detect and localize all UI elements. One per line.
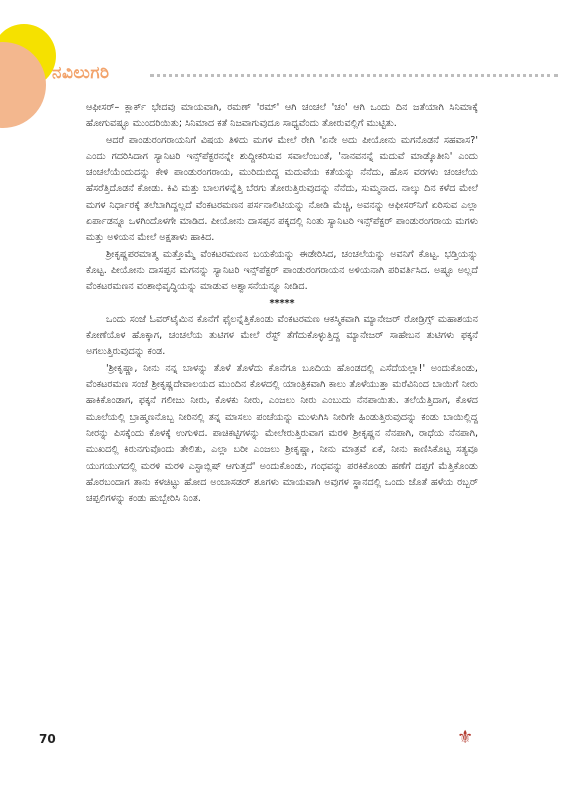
magazine-title: ನವಿಲುಗರಿ — [52, 63, 110, 83]
page-number: 70 — [39, 732, 56, 746]
paragraph: ಒಂದು ಸಂಜೆ ಓವರ್‌ಟೈಮಿನ ಕೊನೆಗೆ ಫೈಲನ್ನೆತ್ತಿಕೊಂಡು ವೆಂಕಟರಮಣ ಆಕಸ್ಮಿಕವಾಗಿ ಮ್ಯಾನೇಜರ್ ರೋಡ್ರಿಗ್ಸ್ ಮಹಾಶಯನ ಕೋಣೆಯೊಳ ಹೊಕ್ಕಾಗ, ಚಂಚಲೆಯ ತುಟಿಗಳ ಮೇಲೆ ರೆಸ್ಟ್ ತೆಗೆದುಕೊಳ್ಳುತ್ತಿದ್ದ ಮ್ಯಾನೇಜರ್ ಸಾಹೇಬನ ತುಟಿಗಳು ಫಕ್ಕನೆ ಅಗಲುತ್ತಿರುವುದನ್ನು ಕಂಡ. — [86, 313, 478, 358]
article-body — [86, 100, 478, 507]
fleur-de-lis-icon: ⚜ — [457, 727, 474, 748]
paragraph: ಆಫೀಸರ್– ಕ್ಲಾರ್ಕ್ ಭೇದವು ಮಾಯವಾಗಿ, ರಮಣ್ 'ರಮ್' ಆಗಿ ಚಂಚಲೆ 'ಚಂ' ಆಗಿ ಒಂದು ದಿನ ಜತೆಯಾಗಿ ಸಿನಿಮಾಕ್ಕೆ ಹೋಗುವಷ್ಟೂ ಮುಂದರಿಯಿತು; ಸಿನಿಮಾದ ಕತೆ ನಿಜವಾಗುವುದೂ ಸಾಧ್ಯವೆಂದು ತೋರುವಲ್ಲಿಗೆ ಮುಟ್ಟಿತು. — [86, 102, 478, 130]
section-separator: ***** — [269, 297, 295, 309]
header-dotted-rule — [150, 74, 558, 77]
paragraph: 'ಶ್ರೀಕೃಷ್ಣಾ, ನೀನು ನನ್ನ ಬಾಳನ್ನು ತೊಳೆ ತೊಳೆದು ಕೊನೆಗೂ ಬೂದಿಯ ಹೊಂಡದಲ್ಲಿ ಎಸೆದೆಯಲ್ಲಾ!' ಅಂದುಕೊಂಡು, ವೆಂಕಟರಮಣ ಸಂಜೆ ಶ್ರೀಕೃಷ್ಣದೇವಾಲಯದ ಮುಂದಿನ ಕೊಳದಲ್ಲಿ ಯಾಂತ್ರಿಕವಾಗಿ ಕಾಲು ತೊಳೆಯುತ್ತಾ ಮರೆವಿನಿಂದ ಬಾಯಿಗೆ ನೀರು ಹಾಕಿಕೊಂಡಾಗ, ಫಕ್ಕನೆ ಗಲೀಜು ನೀರು, ಕೊಳಕು ನೀರು, ಎಂಜಲು ನೀರು ಎಂಬುದು ನೆನಪಾಯಿತು. ತಲೆಯೆತ್ತಿದಾಗ, ಕೊಳದ ಮೂಲೆಯಲ್ಲಿ ಬ್ರಾಹ್ಮಣನೊಬ್ಬ ನೀರಿನಲ್ಲಿ ತನ್ನ ಮಾಸಲು ಪಂಚೆಯನ್ನು ಮುಳುಗಿಸಿ ನೀರಿಗೇ ಹಿಂಡುತ್ತಿರುವುದನ್ನು ಕಂಡು ಬಾಯಿಲ್ಲಿದ್ದ ನೀರನ್ನು ಪಿಸಕ್ಕೆಂದು ಕೊಳಕ್ಕೆ ಉಗುಳಿದ. ಪಾಚಿಕಟ್ಟಿಗಳನ್ನು ಮೇಲೇರುತ್ತಿರುವಾಗ ಮರಳಿ ಶ್ರೀಕೃಷ್ಣನ ನೆನಪಾಗಿ, ರಾಧೆಯ ನೆನಪಾಗಿ, ಮುಖದಲ್ಲಿ ಕಿರುನಗುವೊಂದು ತೇಲಿತು, ಎಲ್ಲಾ ಬರೀ ಎಂಜಲು ಶ್ರೀಕೃಷ್ಣಾ, ನೀನು ಮಾತ್ರವೆ ಏಕೆ, ನೀನು ಕಾಣಿಸಿಕೊಟ್ಟ ಸತ್ಯವೂ ಯುಗಯುಗದಲ್ಲಿ ಮರಳಿ ಮರಳಿ ಎಸ್ಟಾಬ್ಲಿಷ್ ಆಗುತ್ತದೆ' ಅಂದುಕೊಂಡು, ಗಂಧವನ್ನು ಪರಕಿಕೊಂಡು ಹಣೆಗೆ ದಪ್ಪಗೆ ಮೆತ್ತಿಕೊಂಡು ಹೊರಬಂದಾಗ ತಾನು ಕಳಚಿಟ್ಟು ಹೋದ ಅಂಬಾಸಡರ್ ಶೂಗಳು ಮಾಯವಾಗಿ ಅವುಗಳ ಸ್ಥಾನದಲ್ಲಿ ಒಂದು ಜೊತೆ ಹಳೆಯ ರಬ್ಬರ್ ಚಪ್ಪಲಿಗಳನ್ನು ಕಂಡು ಹುಬ್ಬೇರಿಸಿ ನಿಂತ. — [86, 362, 478, 505]
paragraph: ಆದರೆ ಪಾಂಡುರಂಗರಾಯನಿಗೆ ವಿಷಯ ತಿಳಿದು ಮಗಳ ಮೇಲೆ ರೇಗಿ 'ಏನೇ ಅದು ಪೀಯೋನು ಮಗನೊಡನೆ ಸಹವಾಸ?' ಎಂದು ಗದರಿಸಿದಾಗ ಸ್ಯಾನಿಟರಿ ಇನ್ಸ್‌ಪೆಕ್ಟರನನ್ನೇ ಶುದ್ದೀಕರಿಸುವ ಸವಾಲೆಂಬಂತೆ, 'ನಾನವನನ್ನೆ ಮದುವೆ ಮಾಡ್ಕೊತೀನಿ' ಎಂದು ಚಂಚಲೆಯೆಂದುದನ್ನು ಕೇಳಿ ಪಾಂಡುರಂಗರಾಯ, ಮುರಿದುಬಿದ್ದ ಮದುವೆಯ ಕತೆಯನ್ನು ನೆನೆದು, ಹೊಸ ವರಗಳು ಚಂಚಲೆಯ ಹೆಸರೆತ್ತಿದೊಡನೆ ಕೋಡು. ಕಿವಿ ಮತ್ತು ಬಾಲಗಳನ್ನೆತ್ತಿ ಬೆರಗು ತೋರುತ್ತಿರುವುದನ್ನು ನೆನೆದು, ಸುಮ್ಮನಾದ. ನಾಲ್ಕು ದಿನ ಕಳೆದ ಮೇಲೆ ಮಗಳ ನಿರ್ಧಾರಕ್ಕೆ ತಲೆಬಾಗಿದ್ದಲ್ಲದೆ ವೆಂಕಟರಮಣನ ಪರ್ಸನಾಲಿಟಿಯನ್ನು ನೋಡಿ ಮೆಚ್ಚಿ, ಅವನನ್ನು ಆಫೀಸರ್‌ನಿಗೆ ಏರಿಸುವ ಎಲ್ಲಾ ಏರ್ಪಾಡನ್ನೂ ಒಳಗಿಂದೊಳಗೇ ಮಾಡಿದ. ಪೀಯೋನು ದಾಸಪ್ಪನ ಪಕ್ಕದಲ್ಲಿ ನಿಂತು ಸ್ಯಾನಿಟರಿ ಇನ್ಸ್‌ಪೆಕ್ಟರ್ ಪಾಂಡುರಂಗರಾಯ ಮಗಳು ಮತ್ತು ಅಳಿಯನ ಮೇಲೆ ಅಕ್ಷತಾಳು ಹಾಕಿದ. — [86, 134, 478, 244]
paragraph: ಶ್ರೀಕೃಷ್ಣಪರಮಾತ್ಮ ಮತ್ತೊಮ್ಮೆ ವೆಂಕಟರಮಣನ ಬಯಕೆಯನ್ನು ಈಡೇರಿಸಿದ, ಚಂಚಲೆಯನ್ನು ಅವನಿಗೆ ಕೊಟ್ಟ. ಭಡ್ತಿಯನ್ನು ಕೊಟ್ಟ. ಪೀಯೋನು ದಾಸಪ್ಪನ ಮಗನನ್ನು ಸ್ಯಾನಿಟರಿ ಇನ್ಸ್‌ಪೆಕ್ಟರ್ ಪಾಂಡುರಂಗರಾಯನ ಅಳಿಯನಾಗಿ ಪರಿವರ್ತಿಸಿದ. ಅಷ್ಟೂ ಅಲ್ಲದೆ ವೆಂಕಟರಮಣನ ವಂಶಾಭಿವೃದ್ಧಿಯನ್ನು ಮಾಡುವ ಅಶ್ವಾಸನೆಯನ್ನೂ ನೀಡಿದ. — [86, 248, 478, 293]
